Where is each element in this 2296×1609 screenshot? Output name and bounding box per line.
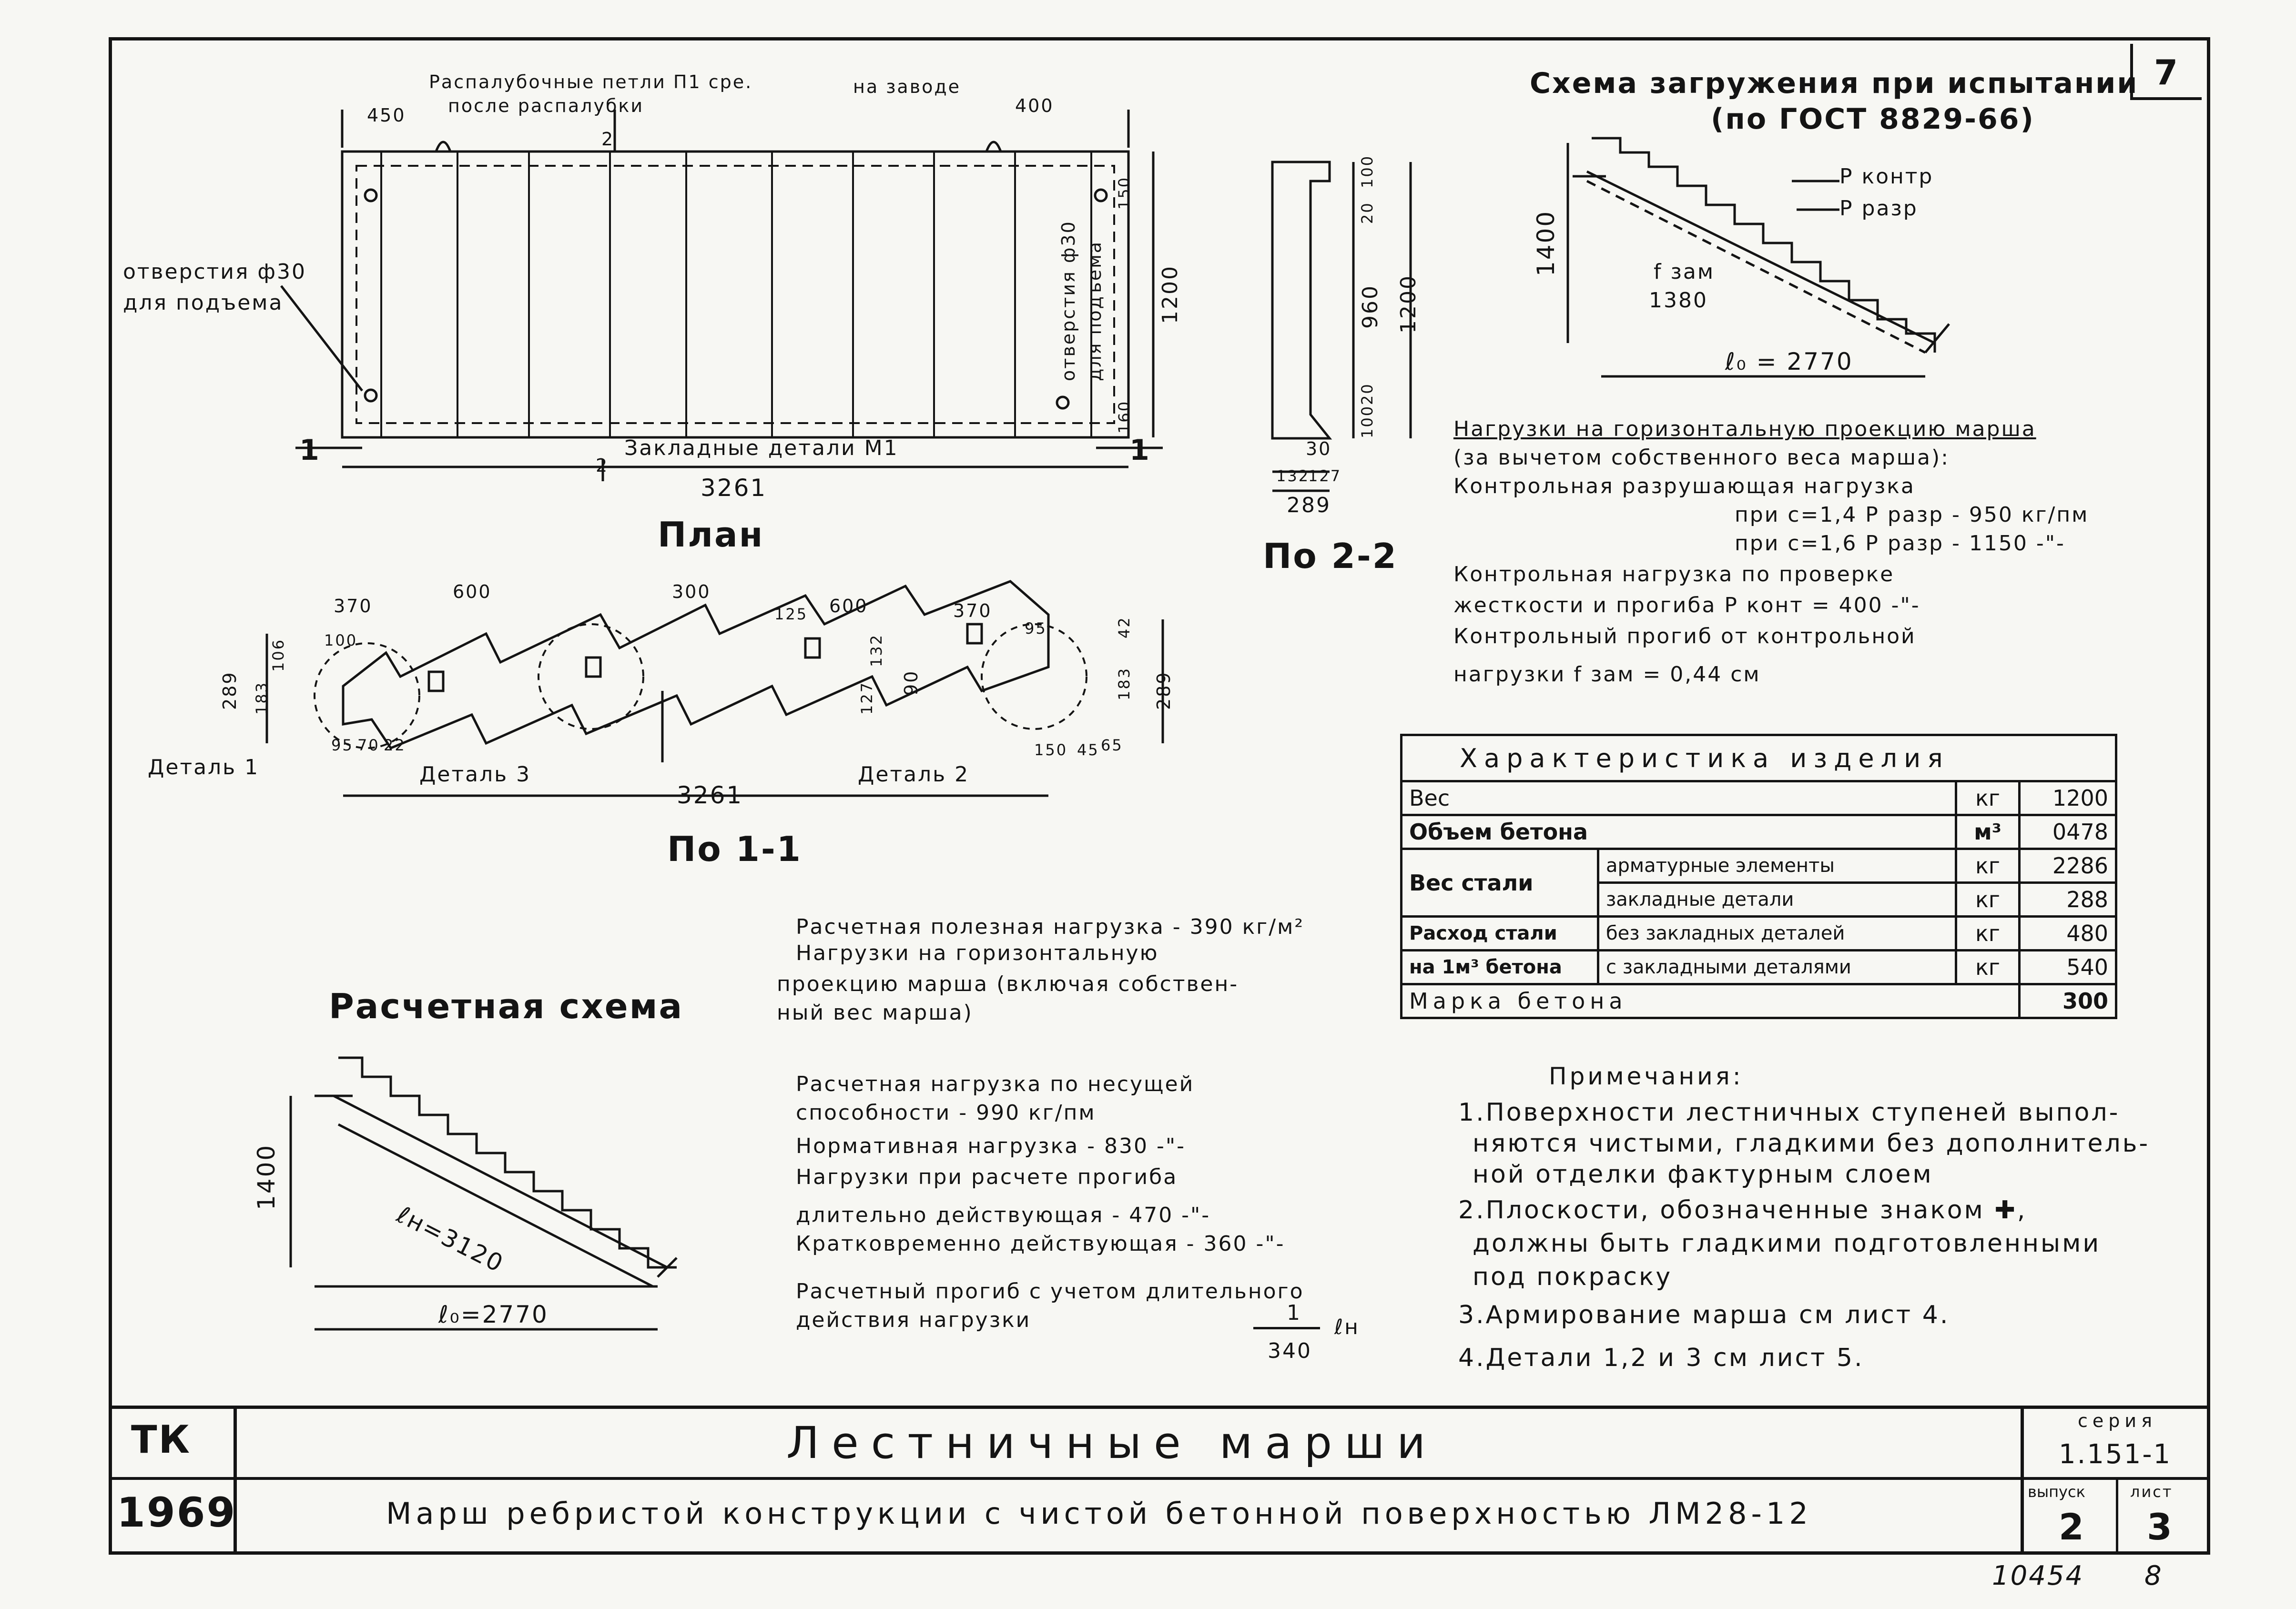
- char-volume-unit: м³: [1956, 815, 2020, 849]
- sec22-dim-20-bot: 20: [1358, 383, 1376, 405]
- plan-mark-2-top: 2: [601, 129, 615, 150]
- sec11-dim-22: 22: [384, 736, 406, 754]
- title-block-series: 1.151-1: [2059, 1439, 2172, 1470]
- calc-loads-6: способности - 990 кг/пм: [796, 1101, 1096, 1125]
- note-2a: 2.Плоскости, обозначенные знаком ✚,: [1458, 1196, 2027, 1224]
- sec11-detail-1: Деталь 1: [148, 755, 260, 779]
- sec11-dim-132: 132: [867, 633, 885, 667]
- sec22-dim-289: 289: [1287, 493, 1331, 517]
- char-steel-label: Вес стали: [1402, 849, 1598, 917]
- sec11-dim-42: 42: [1115, 616, 1133, 638]
- footer-doc-no: 10454: [1992, 1560, 2084, 1591]
- calc-frac-bar: [1253, 1327, 1320, 1329]
- title-block-top-rule: [109, 1406, 2210, 1409]
- plan-dim-3261: 3261: [701, 474, 767, 502]
- char-steel-a-value: 2286: [2020, 849, 2116, 883]
- title-block-mid-rule: [109, 1477, 2210, 1480]
- plan-holes-left-b: для подъема: [123, 291, 284, 315]
- char-cons-b-unit: кг: [1956, 951, 2020, 984]
- sec22-dim-1200: 1200: [1396, 274, 1421, 334]
- plan-mark-1-right: 1: [1129, 434, 1151, 467]
- sec11-detail-3: Деталь 3: [419, 762, 531, 787]
- title-block-sheet: 3: [2147, 1506, 2174, 1548]
- char-cons-a-value: 480: [2020, 917, 2116, 951]
- plan-dim-400: 400: [1015, 95, 1054, 116]
- char-cons-label-1: Расход стали: [1402, 917, 1598, 951]
- sec11-dim-95-bot: 95: [331, 736, 354, 754]
- note-1a: 1.Поверхности лестничных ступеней выпол-: [1458, 1098, 2120, 1127]
- plan-note-factory: на заводе: [853, 76, 961, 97]
- char-steel-a-unit: кг: [1956, 849, 2020, 883]
- char-weight-value: 1200: [2020, 781, 2116, 815]
- calc-loads-1: Расчетная полезная нагрузка - 390 кг/м²: [796, 915, 1304, 939]
- plan-holes-right: отверстия ф30: [1058, 220, 1079, 381]
- calc-loads-12: действия нагрузки: [796, 1308, 1031, 1332]
- title-block-sheet-label: лист: [2130, 1483, 2173, 1501]
- sec11-dim-90: 90: [901, 669, 922, 696]
- footer-page: 8: [2144, 1560, 2163, 1591]
- calc-l0: ℓ₀=2770: [438, 1301, 549, 1328]
- sec11-dim-600-right: 600: [829, 596, 868, 617]
- sec11-dim-3261: 3261: [677, 781, 743, 809]
- plan-title: План: [658, 515, 764, 555]
- calc-frac-suffix: ℓн: [1334, 1315, 1360, 1339]
- char-steel-b-label: закладные детали: [1598, 883, 1956, 917]
- note-1b: няются чистыми, гладкими без дополнитель-: [1473, 1129, 2150, 1158]
- char-grade-value: 300: [2020, 984, 2116, 1018]
- loads-line-6: Контрольная нагрузка по проверке: [1453, 562, 1895, 587]
- calc-scheme-title: Расчетная схема: [329, 986, 684, 1026]
- title-block-issue: 2: [2059, 1506, 2085, 1548]
- characteristics-title: Характеристика изделия: [1402, 735, 2116, 781]
- char-steel-a-label: арматурные элементы: [1598, 849, 1956, 883]
- char-cons-a-label: без закладных деталей: [1598, 917, 1956, 951]
- sec22-dim-960: 960: [1358, 284, 1382, 329]
- loads-line-3: Контрольная разрушающая нагрузка: [1453, 474, 1915, 498]
- sec22-dim-30: 30: [1306, 438, 1332, 459]
- char-volume-label: Объем бетона: [1402, 815, 1956, 849]
- char-volume-value: 0478: [2020, 815, 2116, 849]
- plan-holes-left: отверстия ф30: [123, 260, 306, 284]
- plan-mark-1-left: 1: [299, 434, 321, 467]
- calc-loads-10: Кратковременно действующая - 360 -"-: [796, 1232, 1285, 1256]
- calc-loads-4: ный вес марша): [777, 1001, 973, 1025]
- sec11-dim-70: 70: [357, 736, 380, 754]
- plan-dim-150: 150: [1115, 176, 1133, 210]
- calc-frac-bot: 340: [1268, 1339, 1312, 1363]
- calc-h-1400: 1400: [253, 1144, 280, 1210]
- calc-loads-2: Нагрузки на горизонтальную: [796, 941, 1159, 965]
- sec22-dim-100-bot: 100: [1358, 405, 1376, 438]
- sheet-corner-number: 7: [2154, 52, 2180, 92]
- sec11-dim-125: 125: [774, 605, 808, 623]
- title-block-tk: ТК: [131, 1417, 191, 1462]
- loads-line-5: при с=1,6 Р разр - 1150 -"-: [1735, 531, 2065, 556]
- note-1c: ной отделки фактурным слоем: [1473, 1160, 1933, 1189]
- test-l0: ℓ₀ = 2770: [1725, 348, 1853, 375]
- sec11-dim-127: 127: [858, 681, 876, 715]
- sec11-dim-289-right: 289: [1153, 671, 1174, 710]
- calc-loads-9: длительно действующая - 470 -"-: [796, 1203, 1211, 1227]
- sec11-dim-65: 65: [1101, 736, 1123, 754]
- note-2b: должны быть гладкими подготовленными: [1473, 1229, 2101, 1258]
- test-f-zam: f зам: [1654, 260, 1715, 284]
- test-d-1380: 1380: [1649, 288, 1708, 313]
- calc-loads-8: Нагрузки при расчете прогиба: [796, 1165, 1178, 1189]
- test-p-razr: Р разр: [1839, 196, 1918, 221]
- title-block-right-divider: [2021, 1406, 2024, 1555]
- sec22-dim-100-top: 100: [1358, 154, 1376, 188]
- sec11-dim-370-right: 370: [953, 600, 992, 621]
- calc-loads-3: проекцию марша (включая собствен-: [777, 972, 1239, 996]
- calc-loads-5: Расчетная нагрузка по несущей: [796, 1072, 1195, 1096]
- plan-note-loops: Распалубочные петли П1 сре.: [429, 71, 753, 92]
- char-steel-b-unit: кг: [1956, 883, 2020, 917]
- calc-loads-11: Расчетный прогиб с учетом длительного: [796, 1279, 1304, 1304]
- plan-dim-160: 160: [1115, 400, 1133, 434]
- char-cons-label-2: на 1м³ бетона: [1402, 951, 1598, 984]
- plan-dim-450: 450: [367, 105, 406, 126]
- plan-note-loops-b: после распалубки: [448, 95, 644, 116]
- title-block-series-label: серия: [2078, 1410, 2157, 1431]
- loads-line-2: (за вычетом собственного веса марша):: [1453, 445, 1950, 470]
- plan-mark-2-bot: 2: [596, 455, 609, 476]
- plan-embedded: Закладные детали М1: [624, 436, 899, 460]
- note-3: 3.Армирование марша см лист 4.: [1458, 1301, 1950, 1329]
- char-cons-b-value: 540: [2020, 951, 2116, 984]
- title-block-year: 1969: [117, 1489, 237, 1537]
- note-2c: под покраску: [1473, 1263, 1673, 1291]
- calc-frac-top: 1: [1287, 1301, 1301, 1325]
- title-block-issue-label: выпуск: [2028, 1483, 2085, 1501]
- calc-ln: ℓн=3120: [392, 1201, 508, 1278]
- loads-line-1: Нагрузки на горизонтальную проекцию марша: [1453, 417, 2036, 441]
- calc-loads-7: Нормативная нагрузка - 830 -"-: [796, 1134, 1186, 1158]
- char-cons-b-label: с закладными деталями: [1598, 951, 1956, 984]
- sec11-dim-106: 106: [269, 638, 287, 672]
- char-grade-label: Марка бетона: [1402, 984, 2020, 1018]
- sec11-dim-183-right: 183: [1115, 667, 1133, 700]
- sec11-dim-100: 100: [324, 631, 358, 649]
- sec22-dim-132: 132: [1276, 467, 1310, 485]
- loads-line-7: жесткости и прогиба Р конт = 400 -"-: [1453, 593, 1920, 617]
- title-block-subtitle: Марш ребристой конструкции с чистой бетонной поверхностью ЛМ28-12: [386, 1496, 1812, 1531]
- sec11-dim-45: 45: [1077, 741, 1099, 759]
- sec22-dim-127: 127: [1308, 467, 1342, 485]
- title-block-issue-divider: [2116, 1477, 2118, 1555]
- loads-line-9: нагрузки f зам = 0,44 см: [1453, 662, 1761, 687]
- sec11-dim-183-left: 183: [253, 681, 271, 715]
- char-weight-label: Вес: [1402, 781, 1956, 815]
- sec11-dim-150: 150: [1034, 741, 1068, 759]
- test-h-1400: 1400: [1532, 210, 1560, 276]
- test-scheme-title: Схема загружения при испытании: [1530, 67, 2139, 100]
- char-cons-a-unit: кг: [1956, 917, 2020, 951]
- loads-line-8: Контрольный прогиб от контрольной: [1453, 624, 1916, 648]
- sec11-dim-289-left: 289: [219, 671, 240, 710]
- plan-holes-right-b: для подъема: [1084, 240, 1105, 381]
- test-scheme-subtitle: (по ГОСТ 8829-66): [1711, 102, 2035, 136]
- sec11-dim-300: 300: [672, 581, 711, 602]
- char-weight-unit: кг: [1956, 781, 2020, 815]
- plan-dim-1200: 1200: [1158, 265, 1182, 324]
- sec22-dim-20-top: 20: [1358, 202, 1376, 224]
- sec22-title: По 2-2: [1263, 536, 1398, 576]
- loads-line-4: при с=1,4 Р разр - 950 кг/пм: [1735, 503, 2089, 527]
- sec11-title: По 1-1: [667, 829, 802, 869]
- char-steel-b-value: 288: [2020, 883, 2116, 917]
- sec11-detail-2: Деталь 2: [858, 762, 970, 787]
- note-4: 4.Детали 1,2 и 3 см лист 5.: [1458, 1344, 1864, 1372]
- title-block-title: Лестничные марши: [786, 1417, 1438, 1468]
- sec11-dim-95-top: 95: [1025, 619, 1047, 638]
- test-p-kontr: Р контр: [1839, 164, 1934, 189]
- notes-title: Примечания:: [1549, 1063, 1744, 1090]
- sec11-dim-600-left: 600: [453, 581, 492, 602]
- sec11-dim-370-left: 370: [334, 596, 373, 617]
